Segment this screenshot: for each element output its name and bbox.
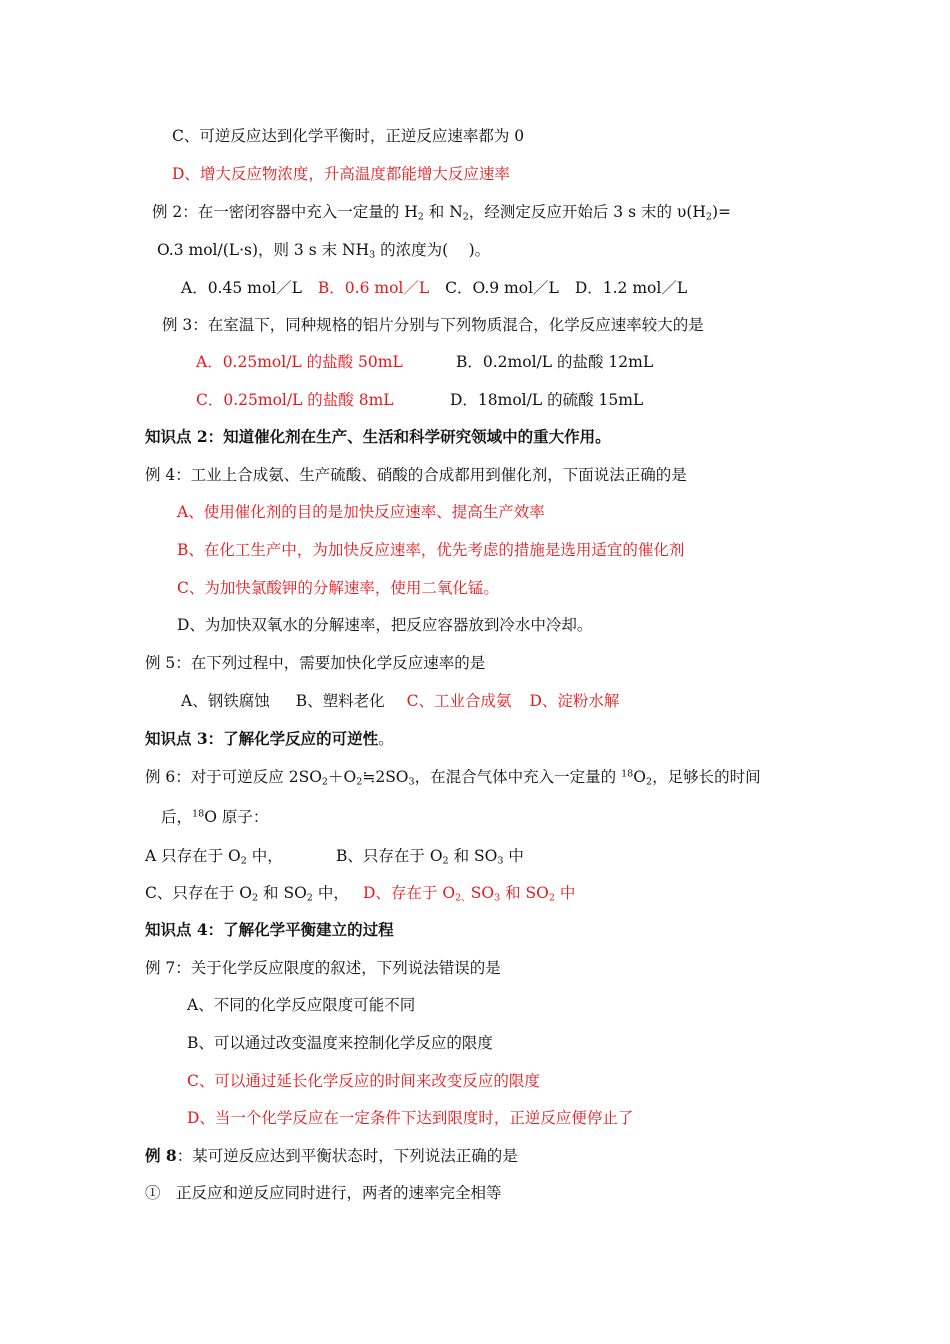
example-2-option-a: A．0.45 mol／L: [181, 279, 302, 297]
example-4-option-d: D、为加快双氧水的分解速率，把反应容器放到冷水中冷却。: [177, 616, 593, 634]
example-4-question: 例 4：工业上合成氨、生产硫酸、硝酸的合成都用到催化剂，下面说法正确的是: [145, 466, 687, 484]
example-7-option-c: C、可以通过延长化学反应的时间来改变反应的限度: [187, 1072, 540, 1090]
example-8-statement-1: ① 正反应和逆反应同时进行，两者的速率完全相等: [145, 1184, 502, 1202]
example-3-option-b: B．0.2mol/L 的盐酸 12mL: [456, 353, 654, 371]
knowledge-point-4-heading: 知识点 4：了解化学平衡建立的过程: [145, 920, 394, 939]
example-7-option-d: D、当一个化学反应在一定条件下达到限度时，正逆反应便停止了: [187, 1109, 634, 1127]
example-3-option-d: D．18mol/L 的硫酸 15mL: [450, 391, 644, 409]
example-8-question: 例 8：某可逆反应达到平衡状态时，下列说法正确的是: [145, 1146, 518, 1165]
example-6-option-d: D、存在于 $O_{2、}SO_3$ 和 $SO_2$ 中: [363, 884, 576, 904]
example-3-question: 例 3：在室温下，同种规格的铝片分别与下列物质混合，化学反应速率较大的是: [162, 316, 704, 334]
example-7-option-a: A、不同的化学反应限度可能不同: [187, 996, 416, 1014]
example-7-question: 例 7：关于化学反应限度的叙述，下列说法错误的是: [145, 959, 501, 977]
example-7-option-b: B、可以通过改变温度来控制化学反应的限度: [187, 1034, 493, 1052]
example-4-option-a: A、使用催化剂的目的是加快反应速率、提高生产效率: [177, 503, 545, 521]
example-5-option-d: D、淀粉水解: [529, 692, 620, 710]
option-c-reverse: C、可逆反应达到化学平衡时，正逆反应速率都为 0: [172, 127, 525, 145]
example-2-options: [181, 277, 687, 299]
example-6-question-cont: 后，$^{18}$O 原子：: [161, 808, 269, 826]
example-6-question: 例 6：对于可逆反应 $2SO_2+O_2≒2SO_3$，在混合气体中充入一定量的 $^{18}O_2$，足够长的时间: [145, 768, 761, 788]
example-2-option-c: C．O.9 mol／L: [445, 279, 559, 297]
example-3-option-c: C．0.25mol/L 的盐酸 8mL: [196, 391, 394, 409]
example-2-option-b: B．0.6 mol／L: [317, 279, 430, 297]
example-6-option-b: B、只存在于 $O_2$ 和 $SO_3$ 中: [336, 847, 524, 867]
example-4-option-c: C、为加快氯酸钾的分解速率，使用二氧化锰。: [177, 579, 499, 597]
example-6-option-c: C、只存在于 $O_2$ 和 $SO_2$ 中，: [145, 884, 349, 904]
example-5-option-b: B、塑料老化: [295, 692, 385, 710]
example-5-option-a: A、钢铁腐蚀: [181, 692, 270, 710]
example-5-option-c: C、工业合成氨: [406, 692, 512, 710]
example-5-question: 例 5：在下列过程中，需要加快化学反应速率的是: [145, 654, 486, 672]
knowledge-point-3-heading: 知识点 3：了解化学反应的可逆性。: [145, 729, 394, 748]
example-2-question: 例 2：在一密闭容器中充入一定量的 $H_2$ 和 $N_2$，经测定反应开始后 3 s 末的 $\upsilon(H_2)=$: [152, 203, 732, 223]
option-d-increase: D、增大反应物浓度，升高温度都能增大反应速率: [172, 165, 510, 183]
example-2-option-d: D．1.2 mol／L: [574, 279, 688, 297]
example-2-question-cont: O.3 mol/(L·s)，则 3 s 末 $NH_3$ 的浓度为( )。: [157, 241, 491, 261]
example-6-option-a: A 只存在于 $O_2$ 中，: [145, 847, 283, 867]
example-5-options: [181, 690, 619, 712]
example-4-option-b: B、在化工生产中，为加快反应速率，优先考虑的措施是选用适宜的催化剂: [177, 541, 685, 559]
example-3-option-a: A．0.25mol/L 的盐酸 50mL: [196, 353, 403, 371]
knowledge-point-2-heading: 知识点 2：知道催化剂在生产、生活和科学研究领域中的重大作用。: [145, 427, 611, 446]
example-8-label: 例 8: [145, 1146, 177, 1165]
